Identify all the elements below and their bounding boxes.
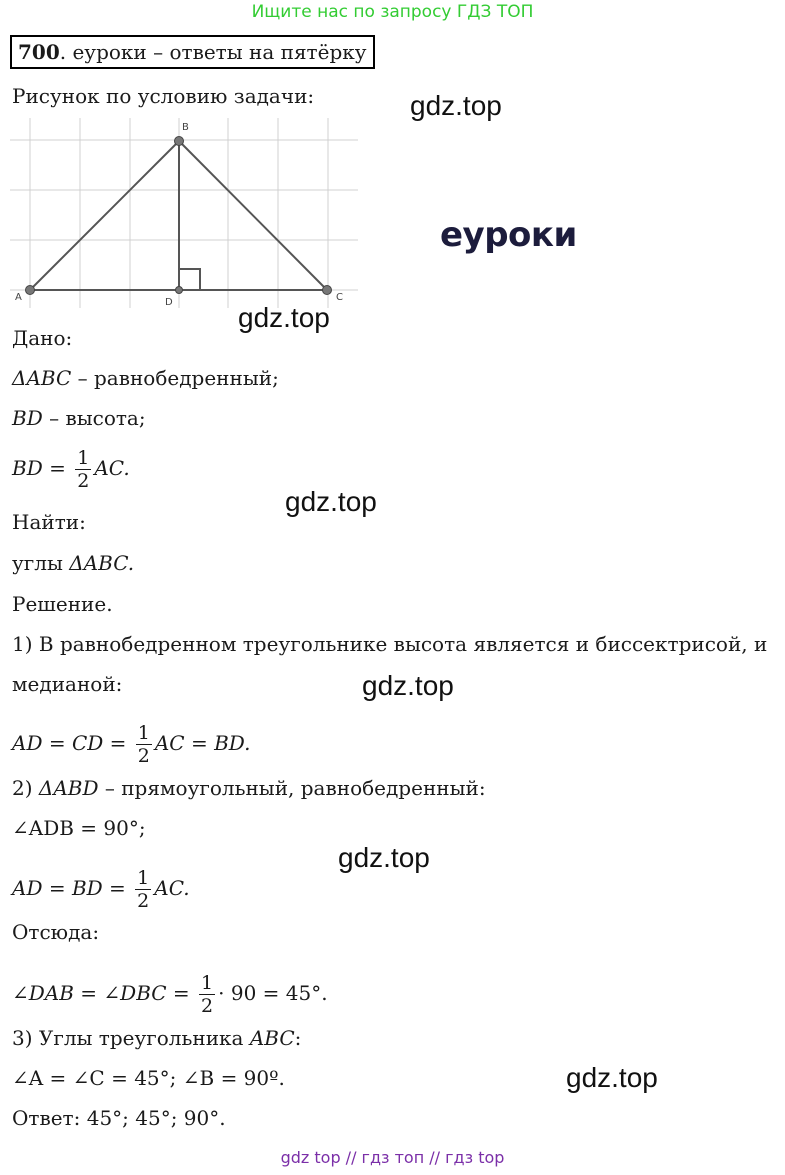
fraction-denominator: 2 — [201, 995, 214, 1017]
triangle-figure — [10, 118, 360, 308]
step-1-line-1: 1) В равнобедренном треугольнике высота является и биссектрисой, и — [12, 632, 768, 656]
brand-watermark: еуроки — [440, 215, 577, 255]
watermark-1: gdz.top — [410, 90, 502, 121]
given-line-2-math: BD — [12, 406, 43, 430]
point-c — [323, 286, 332, 295]
task-header — [10, 35, 375, 69]
footer-links: gdz top // гдз топ // гдз top — [280, 1148, 505, 1167]
hence-line: Отсюда: — [12, 920, 100, 944]
watermark-6: gdz.top — [566, 1062, 658, 1093]
watermark-5: gdz.top — [338, 842, 430, 873]
find-text: углы — [12, 551, 70, 575]
point-a — [26, 286, 35, 295]
step-1-equation — [12, 722, 250, 767]
step-2-line — [12, 774, 486, 802]
label-b: B — [182, 122, 189, 133]
fraction-half — [135, 867, 151, 912]
figure-caption: Рисунок по условию задачи: — [12, 84, 315, 108]
step-2-angle: ∠ADB = 90°; — [12, 816, 146, 840]
fraction-numerator: 1 — [137, 722, 150, 744]
fraction-denominator: 2 — [137, 890, 150, 912]
angle-equation — [12, 972, 328, 1017]
given-line-2 — [12, 404, 146, 432]
step-1-rhs: AC = BD. — [154, 731, 251, 755]
point-b — [175, 137, 184, 146]
step-2-text: – прямоугольный, равнобедренный: — [98, 776, 486, 800]
label-a: A — [15, 292, 22, 303]
angle-equation-lhs: ∠DAB = ∠DBC = — [12, 981, 197, 1005]
fraction-numerator: 1 — [201, 972, 214, 994]
task-number: 700 — [18, 40, 60, 64]
fraction-half — [136, 722, 152, 767]
given-line-3-rhs: AC. — [94, 456, 130, 480]
search-banner: Ищите нас по запросу ГДЗ ТОП — [251, 2, 534, 22]
step-2-equation — [12, 867, 190, 912]
given-line-3 — [12, 447, 130, 492]
watermark-4: gdz.top — [362, 670, 454, 701]
step-3-prefix: 3) Углы треугольника — [12, 1026, 250, 1050]
given-heading: Дано: — [12, 326, 73, 350]
solution-heading: Решение. — [12, 592, 113, 616]
point-d — [176, 287, 183, 294]
fraction-numerator: 1 — [137, 867, 150, 889]
step-3-colon: : — [294, 1026, 302, 1050]
find-math: ΔABC. — [69, 551, 135, 575]
fraction-denominator: 2 — [77, 470, 90, 492]
step-3-line — [12, 1024, 301, 1052]
side-bc — [179, 141, 327, 290]
watermark-2: gdz.top — [238, 302, 330, 333]
answer-line: Ответ: 45°; 45°; 90°. — [12, 1106, 226, 1130]
angles-result: ∠A = ∠C = 45°; ∠B = 90º. — [12, 1066, 285, 1090]
side-ab — [30, 141, 179, 290]
watermark-3: gdz.top — [285, 486, 377, 517]
step-1-lhs: AD = CD = — [12, 731, 133, 755]
given-line-1 — [12, 364, 279, 392]
angle-equation-rhs: · 90 = 45°. — [218, 981, 328, 1005]
right-angle-mark — [179, 269, 200, 290]
find-line — [12, 549, 134, 577]
step-1-line-2: медианой: — [12, 672, 123, 696]
given-line-2-text: – высота; — [42, 406, 146, 430]
task-title: . еуроки – ответы на пятёрку — [59, 40, 367, 64]
given-line-1-text: – равнобедренный; — [71, 366, 279, 390]
fraction-denominator: 2 — [137, 745, 150, 767]
step-3-math: ABC — [249, 1026, 295, 1050]
label-d: D — [165, 297, 173, 308]
fraction-numerator: 1 — [77, 447, 90, 469]
label-c: C — [336, 292, 343, 303]
find-heading: Найти: — [12, 510, 86, 534]
given-line-1-math: ΔABC — [12, 366, 72, 390]
step-2-math: ΔABD — [38, 776, 99, 800]
step-2-prefix: 2) — [12, 776, 39, 800]
fraction-half — [75, 447, 91, 492]
fraction-half — [199, 972, 215, 1017]
step-2-lhs: AD = BD = — [12, 876, 133, 900]
step-2-rhs: AC. — [154, 876, 190, 900]
given-line-3-lhs: BD = — [12, 456, 73, 480]
